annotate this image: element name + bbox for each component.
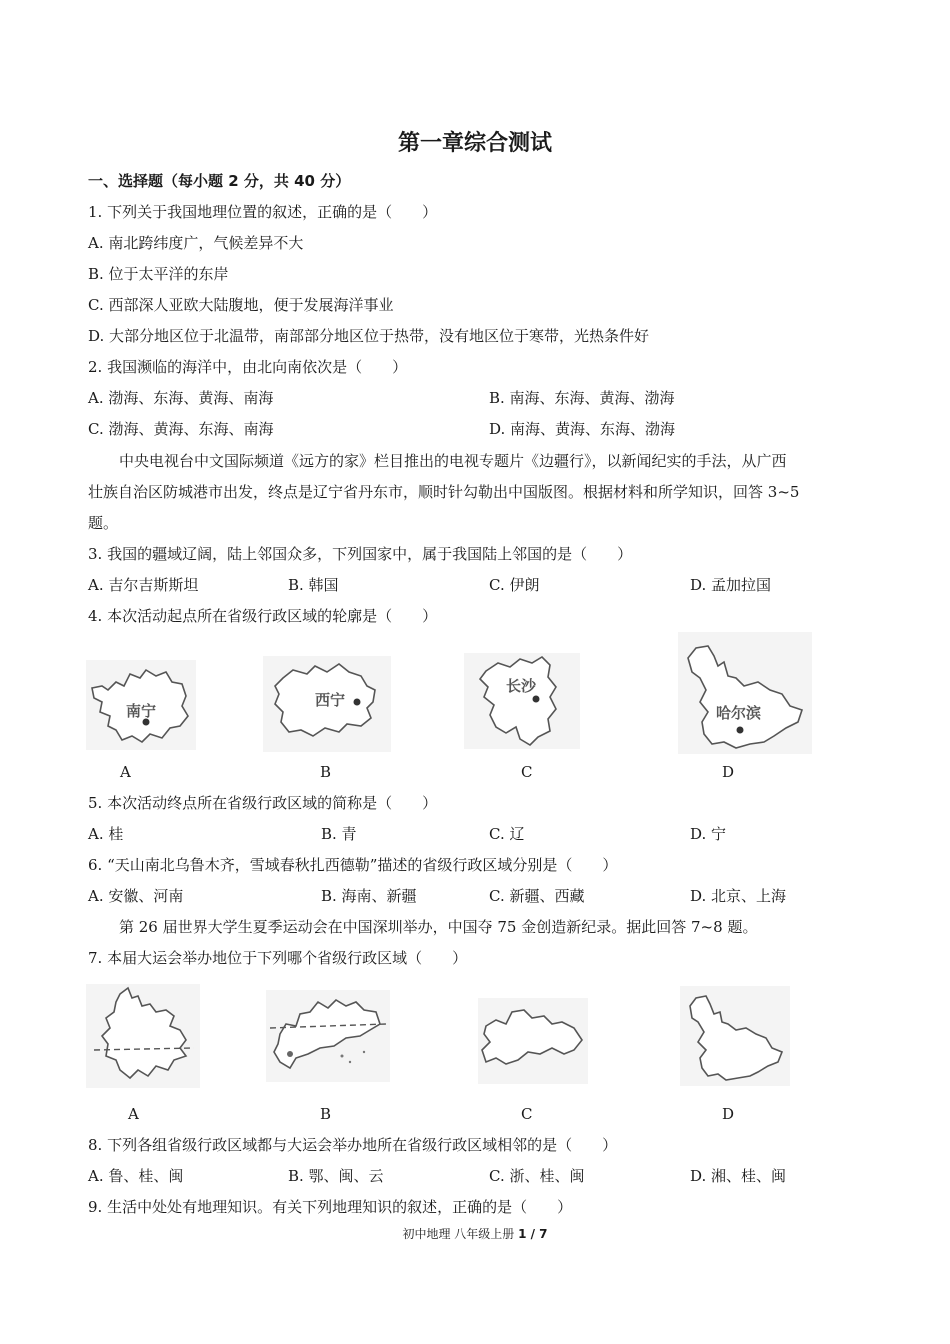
- q4-caption-b: B: [320, 763, 332, 781]
- question-1-option-a: A. 南北跨纬度广，气候差异不大: [88, 234, 304, 252]
- question-2-option-b: B. 南海、东海、黄海、渤海: [489, 389, 675, 407]
- map-hunan-outline: [464, 653, 580, 749]
- question-5-stem: 5. 本次活动终点所在省级行政区域的简称是（ ）: [88, 794, 438, 812]
- question-6-option-a: A. 安徽、河南: [88, 887, 184, 905]
- question-1-option-d: D. 大部分地区位于北温带，南部部分地区位于热带，没有地区位于寒带，光热条件好: [88, 327, 650, 345]
- question-5-option-d: D. 宁: [690, 825, 727, 843]
- q4-caption-a: A: [120, 763, 131, 781]
- page-title: 第一章综合测试: [397, 131, 552, 156]
- q4-caption-c: C: [521, 763, 533, 781]
- question-7-stem: 7. 本届大运会举办地位于下列哪个省级行政区域（ ）: [88, 949, 468, 967]
- map-yunnan-outline: [86, 984, 200, 1088]
- question-8-stem: 8. 下列各组省级行政区域都与大运会举办地所在省级行政区域相邻的是（ ）: [88, 1136, 618, 1154]
- q7-caption-b: B: [320, 1105, 332, 1123]
- question-8-option-b: B. 鄂、闽、云: [288, 1167, 384, 1185]
- map-hubei-outline: [478, 998, 588, 1084]
- question-1-option-b: B. 位于太平洋的东岸: [88, 265, 229, 283]
- question-2-option-d: D. 南海、黄海、东海、渤海: [489, 420, 676, 438]
- question-5-option-c: C. 辽: [489, 825, 525, 843]
- map-label-changsha: 长沙: [506, 677, 537, 695]
- footer-text: 初中地理 八年级上册: [402, 1227, 519, 1241]
- question-1-option-c: C. 西部深人亚欧大陆腹地，便于发展海洋事业: [88, 296, 394, 314]
- map-guangdong-outline: [266, 990, 390, 1082]
- q4-caption-d: D: [722, 763, 735, 781]
- map-label-nanning: 南宁: [126, 702, 157, 720]
- map-qinghai-outline: [263, 656, 391, 752]
- question-3-option-c: C. 伊朗: [489, 576, 540, 594]
- question-2-option-a: A. 渤海、东海、黄海、南海: [88, 389, 274, 407]
- question-8-option-a: A. 鲁、桂、闽: [88, 1167, 184, 1185]
- map-label-xining: 西宁: [315, 691, 346, 709]
- question-2-option-c: C. 渤海、黄海、东海、南海: [88, 420, 274, 438]
- q7-caption-a: A: [128, 1105, 139, 1123]
- question-4-stem: 4. 本次活动起点所在省级行政区域的轮廓是（ ）: [88, 607, 438, 625]
- question-1-stem: 1. 下列关于我国地理位置的叙述，正确的是（ ）: [88, 203, 438, 221]
- question-6-option-d: D. 北京、上海: [690, 887, 787, 905]
- map-heilongjiang-outline: [678, 632, 812, 754]
- map-heilongjiang-outline-2: [680, 986, 790, 1086]
- page-number: 1 / 7: [518, 1227, 548, 1241]
- q7-caption-d: D: [722, 1105, 735, 1123]
- question-5-option-b: B. 青: [321, 825, 357, 843]
- map-label-harbin: 哈尔滨: [716, 704, 762, 722]
- passage-1-line-2: 壮族自治区防城港市出发，终点是辽宁省丹东市，顺时针勾勒出中国版图。根据材料和所学知识，回答 3~5: [88, 483, 800, 501]
- question-9-stem: 9. 生活中处处有地理知识。有关下列地理知识的叙述，正确的是（ ）: [88, 1198, 573, 1216]
- question-6-option-b: B. 海南、新疆: [321, 887, 417, 905]
- question-3-option-a: A. 吉尔吉斯斯坦: [88, 576, 199, 594]
- question-3-option-d: D. 孟加拉国: [690, 576, 772, 594]
- question-6-stem: 6. “天山南北乌鲁木齐，雪域春秋扎西德勒”描述的省级行政区域分别是（ ）: [88, 856, 618, 874]
- question-8-option-d: D. 湘、桂、闽: [690, 1167, 787, 1185]
- question-2-stem: 2. 我国濒临的海洋中，由北向南依次是（ ）: [88, 358, 408, 376]
- question-6-option-c: C. 新疆、西藏: [489, 887, 585, 905]
- section-heading: 一、选择题（每小题 2 分，共 40 分）: [88, 172, 351, 190]
- map-guangxi-outline: [86, 660, 196, 750]
- passage-1-line-1: 中央电视台中文国际频道《远方的家》栏目推出的电视专题片《边疆行》，以新闻纪实的手法，从广西: [119, 452, 787, 470]
- passage-2: 第 26 届世界大学生夏季运动会在中国深圳举办，中国夺 75 金创造新纪录。据此回答 7~8 题。: [119, 918, 758, 936]
- question-3-option-b: B. 韩国: [288, 576, 339, 594]
- question-5-option-a: A. 桂: [88, 825, 124, 843]
- page-footer: [0, 1225, 950, 1242]
- q7-caption-c: C: [521, 1105, 533, 1123]
- question-8-option-c: C. 浙、桂、闽: [489, 1167, 585, 1185]
- question-3-stem: 3. 我国的疆域辽阔，陆上邻国众多，下列国家中，属于我国陆上邻国的是（ ）: [88, 545, 633, 563]
- passage-1-line-3: 题。: [88, 514, 119, 532]
